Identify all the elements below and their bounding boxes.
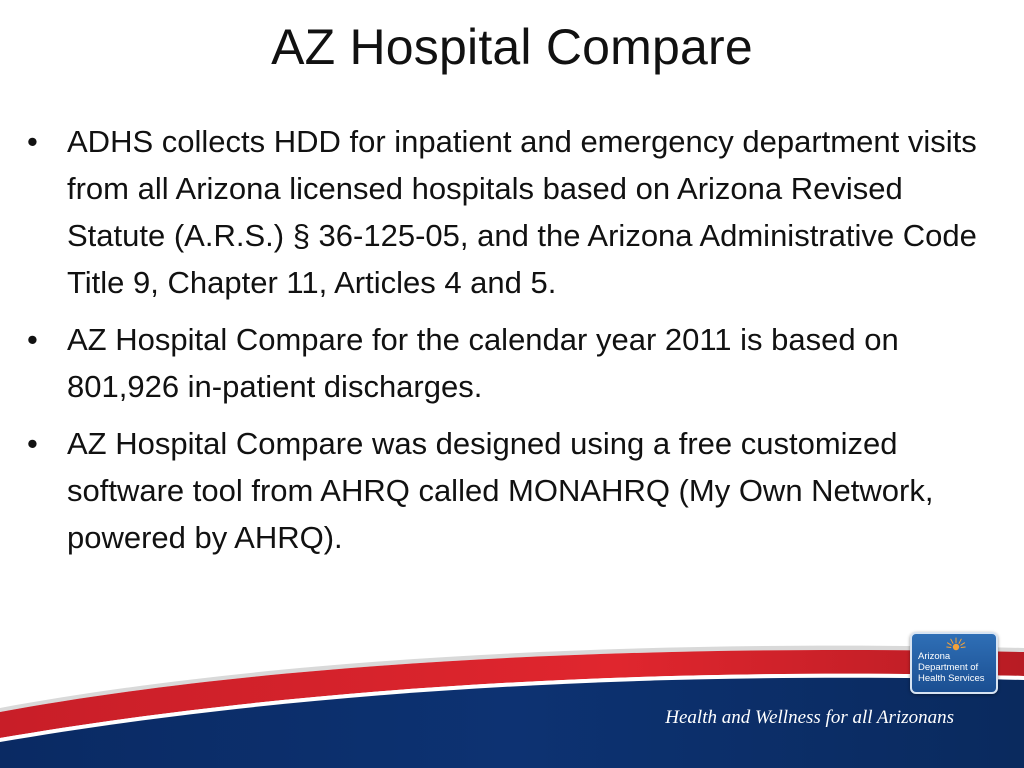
bullet-list [24, 118, 994, 571]
list-item [24, 316, 994, 410]
list-item [24, 420, 994, 561]
list-item [24, 118, 994, 306]
logo-text [918, 651, 985, 684]
logo-line: Health Services [918, 673, 985, 684]
bullet-text: ADHS collects HDD for inpatient and emergency department visits from all Arizona licensed hospitals based on Arizona Revised Statute (A.R.S.) § 36-125-05, and the Arizona Administrative Code Title 9, Chapter 11, Articles 4 and 5. [67, 124, 977, 300]
bullet-text: AZ Hospital Compare was designed using a free customized software tool from AHRQ called MONAHRQ (My Own Network, powered by AHRQ). [67, 426, 934, 555]
footer-tagline: Health and Wellness for all Arizonans [665, 707, 954, 728]
bullet-dot-icon: • [27, 124, 38, 159]
logo-line: Arizona [918, 651, 951, 662]
adhs-logo [910, 632, 998, 694]
footer-swoosh [0, 630, 1024, 768]
slide-title: AZ Hospital Compare [271, 19, 753, 75]
bullet-dot-icon: • [27, 426, 38, 461]
bullet-dot-icon: • [27, 322, 38, 357]
sun-icon [946, 637, 966, 651]
bullet-text: AZ Hospital Compare for the calendar year 2011 is based on 801,926 in-patient discharges. [67, 322, 899, 404]
logo-line: Department of [918, 662, 979, 673]
